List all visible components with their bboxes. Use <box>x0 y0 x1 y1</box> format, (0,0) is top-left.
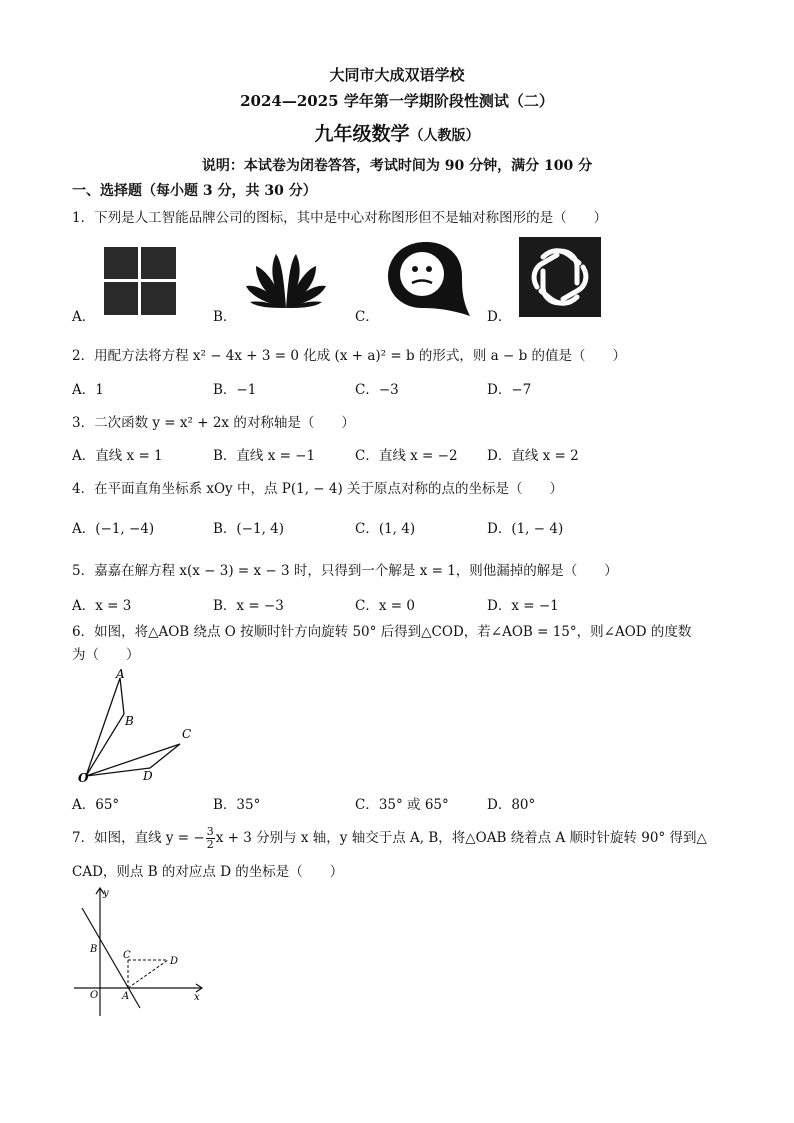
q7-stem-part-a: 7．如图，直线 y = − <box>72 830 205 846</box>
q6-label-b: B <box>125 714 134 728</box>
q1-option-a: A． <box>72 309 96 325</box>
question-5-stem: 5．嘉嘉在解方程 x(x − 3) = x − 3 时，只得到一个解是 x = 1，则他漏掉的解是（ ） <box>72 563 618 579</box>
q6-option-d: D．80° <box>487 797 536 813</box>
q4-option-d: D．(1, − 4) <box>487 521 564 537</box>
q6-label-d: D <box>143 769 153 783</box>
question-1-stem: 1．下列是人工智能品牌公司的图标，其中是中心对称图形但不是轴对称图形的是（ ） <box>72 210 608 226</box>
q5-option-d: D．x = −1 <box>487 598 559 614</box>
q7-label-y: y <box>103 888 109 899</box>
q3-option-b: B．直线 x = −1 <box>213 448 316 464</box>
q1-option-c: C． <box>355 309 379 325</box>
q7-fraction-denominator: 2 <box>206 838 214 851</box>
exam-instructions: 说明：本试卷为闭卷答答，考试时间为 90 分钟，满分 100 分 <box>201 158 593 174</box>
q7-label-d: D <box>170 956 179 967</box>
q2-option-c: C．−3 <box>355 382 399 398</box>
q7-stem-part-b: x + 3 分别与 x 轴，y 轴交于点 A, B，将△OAB 绕着点 A 顺时针旋转 90° 得到△ <box>215 830 707 846</box>
petal-fan-logo-icon <box>244 252 328 314</box>
q5-option-a: A．x = 3 <box>72 598 132 614</box>
q7-label-b: B <box>90 944 98 955</box>
q7-label-x: x <box>194 992 200 1003</box>
q6-rotation-figure <box>72 664 196 792</box>
q6-label-c: C <box>182 727 192 741</box>
q4-option-b: B．(−1, 4) <box>213 521 285 537</box>
question-6-stem-line1: 6．如图，将△AOB 绕点 O 按顺时针方向旋转 50° 后得到△COD，若∠AOB = 15°，则∠AOD 的度数 <box>72 624 692 640</box>
question-2-stem: 2．用配方法将方程 x² − 4x + 3 = 0 化成 (x + a)² = b 的形式，则 a − b 的值是（ ） <box>72 348 627 364</box>
subject-title <box>0 119 794 146</box>
q7-fraction-numerator: 3 <box>206 825 214 838</box>
blob-face-logo-icon <box>384 238 474 322</box>
q3-option-d: D．直线 x = 2 <box>487 448 579 464</box>
four-squares-logo-icon <box>104 247 176 319</box>
q7-label-a: A <box>122 991 130 1002</box>
q3-option-c: C．直线 x = −2 <box>355 448 458 464</box>
q7-fraction <box>206 826 215 851</box>
question-4-stem: 4．在平面直角坐标系 xOy 中，点 P(1, − 4) 关于原点对称的点的坐标是（ ） <box>72 481 564 497</box>
question-7-stem-line1 <box>72 826 707 851</box>
q3-option-a: A．直线 x = 1 <box>72 448 163 464</box>
q2-option-a: A．1 <box>72 382 104 398</box>
q4-option-c: C．(1, 4) <box>355 521 416 537</box>
q2-option-b: B．−1 <box>213 382 257 398</box>
knot-hexagon-logo-icon <box>519 237 601 321</box>
q6-option-b: B．35° <box>213 797 261 813</box>
exam-title: 2024—2025 学年第一学期阶段性测试（二） <box>240 92 554 110</box>
q1-option-d: D． <box>487 309 512 325</box>
q6-option-c: C．35° 或 65° <box>355 797 449 813</box>
q7-label-o: O <box>90 990 99 1001</box>
q6-label-o: O <box>78 771 89 785</box>
school-name: 大同市大成双语学校 <box>329 66 465 84</box>
question-6-stem-line2: 为（ ） <box>72 647 140 663</box>
q2-option-d: D．−7 <box>487 382 532 398</box>
question-7-stem-line2: CAD，则点 B 的对应点 D 的坐标是（ ） <box>72 864 344 880</box>
q6-label-a: A <box>116 667 125 681</box>
q7-label-c: C <box>123 950 131 961</box>
q6-option-a: A．65° <box>72 797 120 813</box>
q5-option-b: B．x = −3 <box>213 598 284 614</box>
q7-coordinate-figure <box>72 884 206 1024</box>
question-3-stem: 3．二次函数 y = x² + 2x 的对称轴是（ ） <box>72 415 355 431</box>
q5-option-c: C．x = 0 <box>355 598 415 614</box>
edition-label: （人教版） <box>409 128 480 144</box>
section-heading: 一、选择题（每小题 3 分，共 30 分） <box>72 183 317 199</box>
q4-option-a: A．(−1, −4) <box>72 521 155 537</box>
subject-name: 九年级数学 <box>314 123 410 145</box>
q1-option-b: B． <box>213 309 237 325</box>
